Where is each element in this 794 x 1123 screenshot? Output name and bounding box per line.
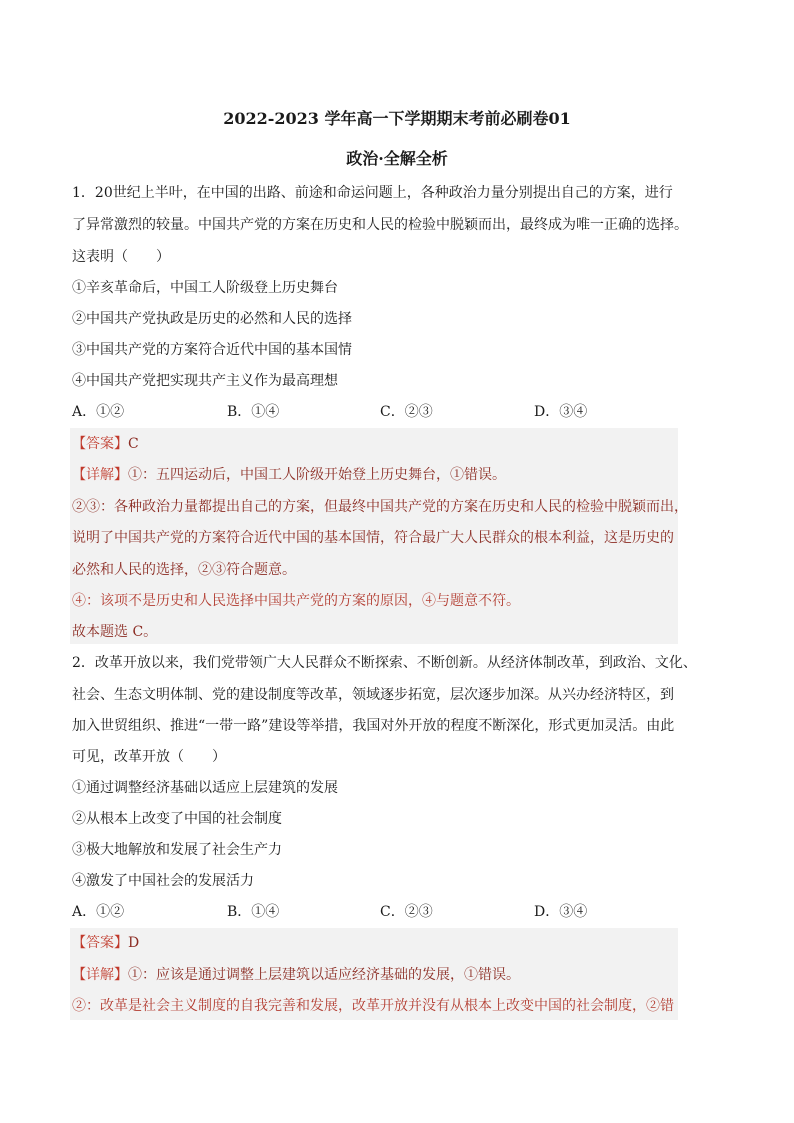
q1-stem-line-3: 这表明（ ） — [72, 249, 170, 265]
q1-stem-line-1: 1．20世纪上半叶，在中国的出路、前途和命运问题上，各种政治力量分别提出自己的方案，进行 — [72, 185, 673, 201]
q2-item-2: ②从根本上改变了中国的社会制度 — [72, 811, 282, 827]
q1-option-c: C．②③ — [380, 404, 433, 420]
q1-detail-line-1: 【详解】①：五四运动后，中国工人阶级开始登上历史舞台，①错误。 — [72, 467, 506, 483]
q1-detail-line-2: ②③：各种政治力量都提出自己的方案，但最终中国共产党的方案在历史和人民的检验中脱颖而出， — [72, 499, 688, 515]
q2-option-d: D．③④ — [534, 904, 588, 920]
q2-option-c: C．②③ — [380, 904, 433, 920]
detail-label: 【详解】 — [72, 967, 128, 983]
q1-option-d: D．③④ — [534, 404, 588, 420]
q2-stem-line-1: 2．改革开放以来，我们党带领广大人民群众不断探索、不断创新。从经济体制改革，到政治、文化、 — [72, 655, 697, 671]
q1-option-a: A．①② — [72, 404, 125, 420]
q2-item-3: ③极大地解放和发展了社会生产力 — [72, 842, 282, 858]
q1-detail-line-3: 说明了中国共产党的方案符合近代中国的基本国情，符合最广大人民群众的根本利益，这是历史的 — [72, 530, 674, 546]
q2-answer — [72, 934, 682, 952]
answer-value: D — [128, 935, 140, 951]
q1-item-4: ④中国共产党把实现共产主义作为最高理想 — [72, 373, 338, 389]
q1-detail-line-5: ④：该项不是历史和人民选择中国共产党的方案的原因，④与题意不符。 — [72, 593, 520, 609]
answer-label: 【答案】 — [72, 935, 128, 951]
q1-detail-line-4: 必然和人民的选择，②③符合题意。 — [72, 562, 296, 578]
q1-conclusion: 故本题选 C。 — [72, 624, 158, 640]
q2-detail-line-2: ②：改革是社会主义制度的自我完善和发展，改革开放并没有从根本上改变中国的社会制度，②错 — [72, 998, 674, 1014]
q2-detail-line-1: 【详解】①：应该是通过调整上层建筑以适应经济基础的发展，①错误。 — [72, 967, 520, 983]
q2-stem-line-4: 可见，改革开放（ ） — [72, 749, 226, 765]
q2-stem-line-2: 社会、生态文明体制、党的建设制度等改革，领域逐步拓宽，层次逐步加深。从兴办经济特区，到 — [72, 687, 674, 703]
document-title: 2022-2023 学年高一下学期期末考前必刷卷01 — [223, 109, 571, 128]
document-subtitle: 政治·全解全析 — [346, 149, 448, 168]
q1-item-2: ②中国共产党执政是历史的必然和人民的选择 — [72, 311, 352, 327]
detail-label: 【详解】 — [72, 467, 128, 483]
q1-option-b: B．①④ — [227, 404, 280, 420]
q2-option-b: B．①④ — [227, 904, 280, 920]
q1-stem-line-2: 了异常激烈的较量。中国共产党的方案在历史和人民的检验中脱颖而出，最终成为唯一正确的选择。 — [72, 217, 688, 233]
q1-answer — [72, 435, 682, 453]
q2-item-1: ①通过调整经济基础以适应上层建筑的发展 — [72, 780, 338, 796]
q1-item-1: ①辛亥革命后，中国工人阶级登上历史舞台 — [72, 280, 338, 296]
q2-stem-line-3: 加入世贸组织、推进“一带一路”建设等举措，我国对外开放的程度不断深化，形式更加灵活。由此 — [72, 718, 675, 734]
q1-item-3: ③中国共产党的方案符合近代中国的基本国情 — [72, 342, 352, 358]
q2-item-4: ④激发了中国社会的发展活力 — [72, 873, 254, 889]
answer-value: C — [128, 436, 139, 452]
answer-label: 【答案】 — [72, 436, 128, 452]
q2-option-a: A．①② — [72, 904, 125, 920]
